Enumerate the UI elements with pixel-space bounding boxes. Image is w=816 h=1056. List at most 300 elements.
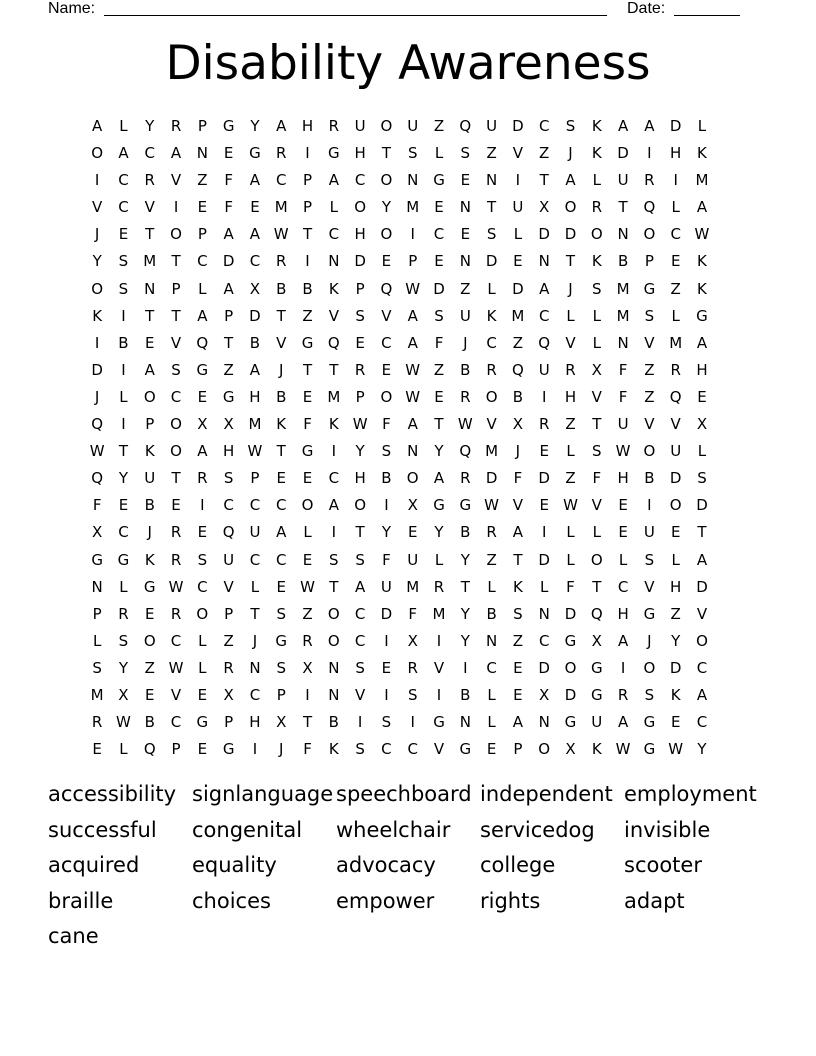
grid-letter: L xyxy=(566,550,575,569)
grid-letter: S xyxy=(118,631,129,650)
grid-letter: G xyxy=(196,713,209,732)
grid-letter: F xyxy=(382,415,391,434)
grid-letter: Z xyxy=(223,631,234,650)
grid-letter: C xyxy=(170,631,182,650)
grid-letter: K xyxy=(276,415,287,434)
grid-letter: L xyxy=(119,117,128,135)
grid-letter: V xyxy=(433,658,445,677)
grid-letter: U xyxy=(591,713,603,732)
grid-letter: Q xyxy=(590,604,603,623)
grid-letter: D xyxy=(249,306,261,325)
grid-letter: O xyxy=(380,171,393,190)
grid-letter: R xyxy=(118,604,129,623)
grid-letter: L xyxy=(329,198,338,217)
grid-letter: S xyxy=(171,360,181,379)
grid-letter: C xyxy=(354,631,366,650)
grid-letter: C xyxy=(328,469,340,488)
grid-letter: A xyxy=(696,333,708,352)
grid-letter: B xyxy=(460,685,471,704)
grid-letter: S xyxy=(381,713,392,732)
grid-letter: K xyxy=(512,577,523,596)
grid-letter: Y xyxy=(460,550,470,569)
grid-letter: C xyxy=(249,550,261,569)
grid-letter: T xyxy=(171,252,181,271)
grid-letter: J xyxy=(147,523,152,542)
grid-letter: E xyxy=(197,523,208,542)
grid-letter: A xyxy=(170,144,182,163)
grid-letter: T xyxy=(592,415,602,434)
grid-letter: I xyxy=(463,658,468,677)
grid-letter: L xyxy=(198,631,207,650)
grid-letter: Y xyxy=(145,117,155,135)
grid-letter: E xyxy=(434,198,444,217)
grid-letter: T xyxy=(697,523,707,542)
grid-letter: Z xyxy=(197,171,208,190)
grid-letter: N xyxy=(459,198,471,217)
grid-letter: B xyxy=(381,469,392,488)
grid-letter: C xyxy=(275,496,287,515)
grid-letter: O xyxy=(327,631,340,650)
grid-letter: F xyxy=(224,198,233,217)
grid-letter: A xyxy=(617,117,629,135)
grid-letter: W xyxy=(615,740,631,759)
grid-letter: H xyxy=(249,387,261,406)
grid-letter: E xyxy=(145,333,155,352)
grid-letter: T xyxy=(539,171,549,190)
grid-letter: I xyxy=(384,631,389,650)
grid-letter: I xyxy=(252,740,258,759)
grid-letter: Z xyxy=(539,144,550,163)
grid-letter: D xyxy=(91,360,103,379)
grid-letter: G xyxy=(301,442,314,461)
grid-letter: R xyxy=(91,713,103,732)
grid-letter: O xyxy=(354,496,367,515)
grid-letter: G xyxy=(222,387,235,406)
grid-letter: M xyxy=(90,685,104,704)
grid-letter: L xyxy=(487,279,496,298)
grid-letter: W xyxy=(668,740,684,759)
grid-letter: A xyxy=(696,685,708,704)
grid-letter: O xyxy=(485,387,498,406)
grid-letter: M xyxy=(143,252,157,271)
grid-letter: P xyxy=(355,387,365,406)
grid-letter: K xyxy=(697,144,707,163)
grid-letter: C xyxy=(696,713,708,732)
grid-letter: D xyxy=(485,469,498,488)
grid-letter: S xyxy=(460,144,471,163)
grid-letter: A xyxy=(276,523,287,542)
grid-letter: B xyxy=(460,360,471,379)
grid-letter: U xyxy=(617,171,629,190)
grid-letter: N xyxy=(144,279,156,298)
grid-letter: M xyxy=(248,415,262,434)
grid-letter: R xyxy=(302,631,313,650)
grid-letter: I xyxy=(647,496,652,515)
grid-letter: X xyxy=(696,415,708,434)
grid-letter: D xyxy=(538,469,550,488)
grid-letter: W xyxy=(168,658,184,677)
grid-letter: W xyxy=(484,496,500,515)
grid-letter: Y xyxy=(118,469,129,488)
grid-letter: H xyxy=(670,144,682,163)
grid-letter: D xyxy=(564,225,577,244)
grid-letter: H xyxy=(617,469,629,488)
grid-letter: V xyxy=(670,415,681,434)
grid-letter: L xyxy=(592,306,601,325)
grid-letter: D xyxy=(222,252,235,271)
grid-letter: G xyxy=(643,279,656,298)
grid-letter: V xyxy=(276,333,287,352)
grid-letter: W xyxy=(300,577,315,596)
grid-letter: I xyxy=(384,685,389,704)
grid-letter: E xyxy=(276,469,286,488)
grid-letter: L xyxy=(434,144,444,163)
grid-letter: I xyxy=(357,713,363,732)
grid-letter: O xyxy=(643,442,656,461)
grid-letter: I xyxy=(436,631,442,650)
grid-letter: S xyxy=(592,279,602,298)
word-bank-item: equality xyxy=(192,853,277,878)
grid-letter: S xyxy=(197,550,208,569)
grid-letter: C xyxy=(275,171,287,190)
grid-letter: W xyxy=(563,496,578,515)
grid-letter: W xyxy=(615,442,631,461)
grid-letter: I xyxy=(331,523,337,542)
grid-letter: S xyxy=(276,658,286,677)
grid-letter: J xyxy=(515,442,521,461)
grid-letter: E xyxy=(381,360,392,379)
grid-letter: I xyxy=(410,713,415,732)
grid-letter: J xyxy=(252,631,258,650)
grid-letter: Z xyxy=(144,658,155,677)
word-bank-item: congenital xyxy=(192,817,303,842)
grid-letter: E xyxy=(197,198,208,217)
grid-letter: A xyxy=(249,225,261,244)
grid-letter: P xyxy=(224,604,234,623)
grid-letter: M xyxy=(406,577,420,596)
grid-letter: Z xyxy=(644,387,655,406)
grid-letter: Z xyxy=(302,604,313,623)
grid-letter: E xyxy=(618,496,628,515)
grid-letter: C xyxy=(197,577,208,596)
grid-letter: C xyxy=(275,550,287,569)
grid-letter: P xyxy=(303,171,313,190)
grid-letter: K xyxy=(328,279,339,298)
grid-letter: V xyxy=(565,333,576,352)
grid-letter: A xyxy=(223,279,234,298)
grid-letter: L xyxy=(566,306,575,325)
grid-letter: S xyxy=(697,469,707,488)
grid-letter: Y xyxy=(460,631,470,650)
grid-letter: G xyxy=(275,631,288,650)
grid-letter: H xyxy=(564,387,577,406)
grid-letter: T xyxy=(302,225,313,244)
grid-letter: V xyxy=(170,685,182,704)
grid-letter: G xyxy=(590,685,603,704)
grid-letter: C xyxy=(144,144,155,163)
grid-letter: E xyxy=(302,469,313,488)
grid-letter: N xyxy=(538,252,550,271)
grid-letter: M xyxy=(432,604,446,623)
grid-letter: A xyxy=(407,415,418,434)
grid-letter: A xyxy=(565,171,576,190)
grid-letter: H xyxy=(617,604,629,623)
word-bank-item: empower xyxy=(336,888,435,913)
grid-letter: X xyxy=(407,631,418,650)
grid-letter: M xyxy=(695,171,709,190)
grid-letter: I xyxy=(94,333,100,352)
grid-letter: L xyxy=(697,442,707,461)
grid-letter: O xyxy=(170,225,182,244)
grid-letter: V xyxy=(644,415,655,434)
grid-letter: A xyxy=(644,117,655,135)
grid-letter: Y xyxy=(434,523,444,542)
grid-letter: X xyxy=(118,685,129,704)
grid-letter: V xyxy=(486,415,497,434)
grid-letter: X xyxy=(92,523,103,542)
grid-letter: X xyxy=(197,415,208,434)
grid-letter: A xyxy=(197,442,208,461)
grid-letter: Z xyxy=(223,360,234,379)
grid-letter: Z xyxy=(302,306,313,325)
grid-letter: G xyxy=(564,713,577,732)
grid-letter: O xyxy=(196,604,209,623)
grid-letter: X xyxy=(302,658,313,677)
grid-letter: A xyxy=(354,577,366,596)
grid-letter: L xyxy=(250,577,260,596)
grid-letter: Z xyxy=(486,144,497,163)
grid-letter: E xyxy=(670,523,681,542)
grid-letter: F xyxy=(592,469,602,488)
grid-letter: J xyxy=(568,144,573,163)
grid-letter: O xyxy=(380,117,393,135)
grid-letter: V xyxy=(223,577,234,596)
grid-letter: D xyxy=(669,469,682,488)
grid-letter: V xyxy=(144,198,155,217)
grid-letter: R xyxy=(328,117,340,135)
grid-letter: M xyxy=(485,442,499,461)
grid-letter: E xyxy=(670,252,681,271)
grid-letter: S xyxy=(223,469,234,488)
grid-letter: Y xyxy=(434,442,444,461)
grid-letter: L xyxy=(566,523,575,542)
grid-letter: A xyxy=(617,713,629,732)
grid-letter: H xyxy=(354,469,366,488)
grid-letter: F xyxy=(303,740,312,759)
grid-letter: D xyxy=(354,252,366,271)
grid-letter: N xyxy=(328,658,340,677)
grid-letter: S xyxy=(407,144,418,163)
grid-letter: F xyxy=(408,604,418,623)
word-bank-item: wheelchair xyxy=(336,817,451,842)
grid-letter: I xyxy=(121,306,126,325)
grid-letter: W xyxy=(405,360,421,379)
grid-letter: S xyxy=(355,740,365,759)
grid-letter: Z xyxy=(486,550,497,569)
grid-letter: N xyxy=(485,631,498,650)
grid-letter: K xyxy=(486,306,497,325)
word-bank-item: independent xyxy=(480,782,613,806)
grid-letter: C xyxy=(486,333,497,352)
grid-letter: G xyxy=(643,604,656,623)
grid-letter: S xyxy=(355,550,365,569)
grid-letter: R xyxy=(276,252,287,271)
word-bank-item: adapt xyxy=(624,888,685,913)
grid-letter: B xyxy=(144,496,155,515)
grid-letter: K xyxy=(697,279,707,298)
grid-letter: U xyxy=(643,523,655,542)
grid-letter: D xyxy=(512,117,524,135)
grid-letter: E xyxy=(434,252,444,271)
grid-letter: D xyxy=(669,117,682,135)
grid-letter: H xyxy=(301,117,314,135)
word-bank-item: choices xyxy=(192,888,271,913)
date-label: Date: xyxy=(627,0,666,17)
grid-letter: R xyxy=(565,360,576,379)
grid-letter: A xyxy=(617,631,629,650)
grid-letter: O xyxy=(643,658,656,677)
grid-letter: E xyxy=(513,252,523,271)
grid-letter: I xyxy=(94,171,100,190)
grid-letter: R xyxy=(538,415,550,434)
grid-letter: K xyxy=(591,117,602,135)
grid-letter: E xyxy=(92,740,102,759)
grid-letter: M xyxy=(616,306,630,325)
grid-letter: G xyxy=(301,333,314,352)
grid-letter: M xyxy=(511,306,525,325)
grid-letter: P xyxy=(250,469,260,488)
grid-letter: S xyxy=(644,306,655,325)
grid-letter: F xyxy=(618,360,628,379)
grid-letter: V xyxy=(512,144,524,163)
grid-letter: O xyxy=(170,415,182,434)
grid-letter: I xyxy=(620,658,626,677)
grid-letter: T xyxy=(592,577,602,596)
grid-letter: M xyxy=(327,387,341,406)
grid-letter: W xyxy=(405,279,421,298)
grid-letter: R xyxy=(170,117,182,135)
grid-letter: E xyxy=(381,252,392,271)
grid-letter: Z xyxy=(512,631,524,650)
grid-letter: T xyxy=(434,415,444,434)
grid-letter: Y xyxy=(355,442,365,461)
grid-letter: B xyxy=(144,713,155,732)
grid-letter: H xyxy=(222,442,235,461)
grid-letter: S xyxy=(407,685,418,704)
grid-letter: G xyxy=(643,740,656,759)
grid-letter: T xyxy=(276,306,286,325)
grid-letter: N xyxy=(407,442,419,461)
grid-letter: R xyxy=(170,550,182,569)
grid-letter: R xyxy=(617,685,629,704)
grid-letter: K xyxy=(144,442,155,461)
grid-letter: A xyxy=(407,333,418,352)
grid-letter: U xyxy=(407,550,419,569)
grid-letter: A xyxy=(197,306,208,325)
grid-letter: E xyxy=(171,496,181,515)
grid-letter: B xyxy=(276,387,287,406)
grid-letter: W xyxy=(247,442,263,461)
grid-letter: N xyxy=(617,225,629,244)
grid-letter: K xyxy=(670,685,681,704)
grid-letter: S xyxy=(355,658,365,677)
grid-letter: Q xyxy=(459,117,472,135)
grid-letter: D xyxy=(564,685,577,704)
grid-letter: T xyxy=(487,198,497,217)
grid-letter: T xyxy=(355,523,365,542)
grid-letter: C xyxy=(538,306,550,325)
grid-letter: I xyxy=(121,415,126,434)
grid-letter: P xyxy=(145,415,155,434)
grid-letter: J xyxy=(94,387,100,406)
grid-letter: A xyxy=(328,171,339,190)
grid-letter: W xyxy=(168,577,184,596)
grid-letter: V xyxy=(696,604,708,623)
grid-letter: V xyxy=(170,171,182,190)
grid-letter: S xyxy=(644,550,655,569)
grid-letter: E xyxy=(302,387,313,406)
grid-letter: F xyxy=(566,577,575,596)
grid-letter: V xyxy=(591,387,602,406)
grid-letter: A xyxy=(223,225,234,244)
grid-letter: C xyxy=(381,740,392,759)
grid-letter: Q xyxy=(643,198,656,217)
grid-letter: L xyxy=(671,198,680,217)
grid-letter: E xyxy=(670,713,681,732)
grid-letter: X xyxy=(591,360,602,379)
grid-letter: L xyxy=(566,442,575,461)
grid-letter: V xyxy=(591,496,602,515)
grid-letter: R xyxy=(591,198,602,217)
grid-letter: X xyxy=(249,279,261,298)
grid-letter: M xyxy=(274,198,288,217)
grid-letter: T xyxy=(302,360,313,379)
grid-letter: Z xyxy=(565,415,576,434)
grid-letter: R xyxy=(170,604,182,623)
grid-letter: X xyxy=(223,415,234,434)
grid-letter: T xyxy=(171,469,181,488)
grid-letter: O xyxy=(354,198,367,217)
grid-letter: I xyxy=(410,225,415,244)
grid-letter: Z xyxy=(512,333,524,352)
grid-letter: O xyxy=(538,740,551,759)
word-bank-item: accessibility xyxy=(48,782,177,806)
grid-letter: Z xyxy=(433,117,445,135)
grid-letter: H xyxy=(249,713,261,732)
word-bank-item: rights xyxy=(480,888,541,913)
grid-letter: C xyxy=(249,685,261,704)
grid-letter: T xyxy=(250,604,260,623)
grid-letter: A xyxy=(433,469,445,488)
grid-letter: X xyxy=(539,685,550,704)
grid-letter: Z xyxy=(433,360,445,379)
grid-letter: O xyxy=(564,658,577,677)
grid-letter: T xyxy=(224,333,234,352)
grid-letter: U xyxy=(249,523,261,542)
grid-letter: F xyxy=(224,171,233,190)
grid-letter: L xyxy=(592,171,601,190)
grid-letter: E xyxy=(486,740,497,759)
grid-letter: A xyxy=(328,496,339,515)
name-blank-line xyxy=(104,15,607,16)
grid-letter: C xyxy=(354,171,366,190)
grid-letter: A xyxy=(144,360,155,379)
word-bank-item: servicedog xyxy=(480,817,595,842)
page-title: Disability Awareness xyxy=(165,36,651,91)
grid-letter: U xyxy=(223,550,235,569)
grid-letter: D xyxy=(617,144,629,163)
grid-letter: E xyxy=(197,685,208,704)
